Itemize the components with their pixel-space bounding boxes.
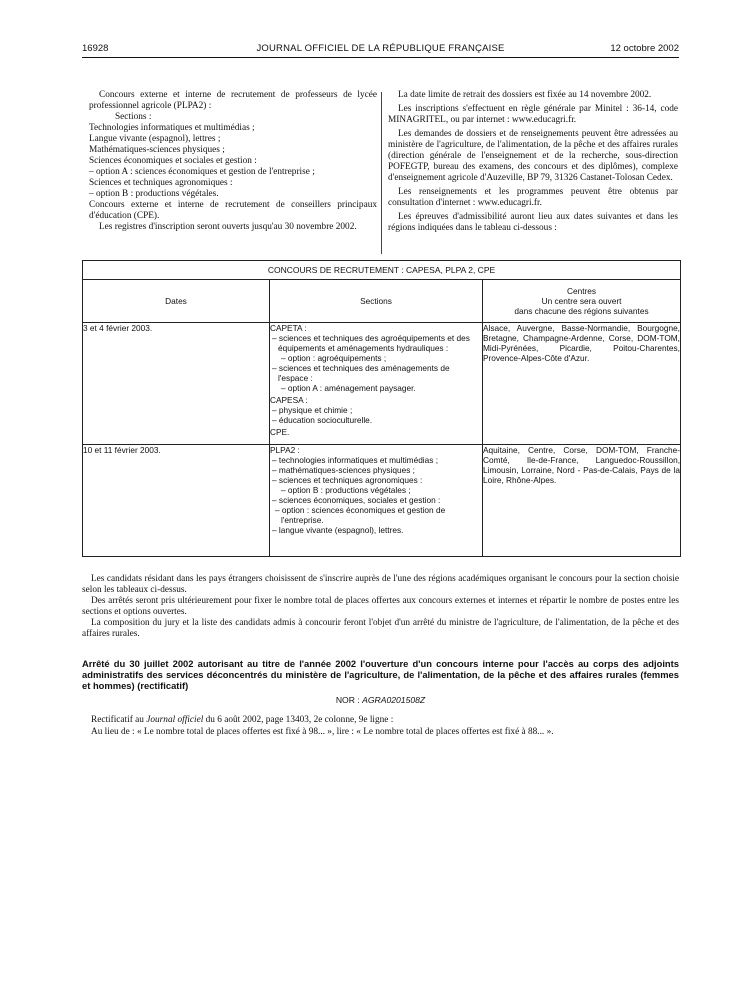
paragraph: – option B : productions végétales.: [89, 189, 219, 199]
section-item: – sciences et techniques agronomiques :: [272, 475, 423, 485]
paragraph: Concours externe et interne de recrutement de conseillers principaux d'éducation (CPE).: [89, 200, 377, 221]
section-item: – sciences économiques, sociales et gestion :: [272, 495, 441, 505]
rectificatif-section: [82, 714, 679, 738]
header-centres-line: Un centre sera ouvert: [541, 296, 622, 306]
row-regions: Aquitaine, Centre, Corse, DOM-TOM, Franche-Comté, Ile-de-France, Languedoc-Roussillon, Limousin, Lorraine, Nord - Pas-de-Calais, Pays de la Loire, Rhône-Alpes.: [483, 445, 681, 557]
section-item: – éducation socioculturelle.: [272, 415, 373, 425]
header-centres-line: Centres: [566, 286, 597, 296]
header-dates: Dates: [83, 280, 270, 323]
note-paragraph: Les candidats résidant dans les pays étrangers choisissent de s'inscrire auprès de l'une des régions académiques organisant le concours pour la section choisie selon les tableaux ci-dessus.: [82, 574, 679, 595]
left-column: [89, 90, 377, 233]
section-option: – option : sciences économiques et gestion de l'entreprise.: [275, 505, 446, 525]
issue-date: 12 octobre 2002: [610, 43, 679, 54]
paragraph: Les registres d'inscription seront ouverts jusqu'au 30 novembre 2002.: [99, 222, 357, 232]
table-row: [83, 323, 681, 445]
journal-title: JOURNAL OFFICIEL DE LA RÉPUBLIQUE FRANÇAISE: [256, 43, 505, 54]
table-caption: CONCOURS DE RECRUTEMENT : CAPESA, PLPA 2, CPE: [83, 261, 681, 280]
arrete-title: Arrêté du 30 juillet 2002 autorisant au titre de l'année 2002 l'ouverture d'un concours interne pour l'accès au corps des adjoints administratifs des services déconcentrés du ministère de l'agriculture, de l'alimentation, de la pêche et des affaires rurales (femmes et hommes) (rectificatif): [82, 658, 679, 691]
section-label: CAPETA :: [270, 323, 307, 333]
section-label: CPE.: [270, 427, 290, 437]
table-row: [83, 445, 681, 557]
rectificatif-prefix: Rectificatif au: [91, 715, 144, 725]
row-regions: Alsace, Auvergne, Basse-Normandie, Bourgogne, Bretagne, Champagne-Ardenne, Corse, DOM-TOM, Midi-Pyrénées, Picardie, Poitou-Charentes, Provence-Alpes-Côte d'Azur.: [483, 323, 681, 445]
header-centres-line: dans chacune des régions suivantes: [514, 306, 649, 316]
section-item: – sciences et techniques des aménagements de l'espace :: [272, 363, 450, 383]
note-paragraph: La composition du jury et la liste des candidats admis à concourir feront l'objet d'un arrêté du ministre de l'agriculture, de l'alimentation, de la pêche et des affaires rurales.: [82, 618, 679, 639]
row-sections: [270, 445, 483, 557]
section-option: – option A : aménagement paysager.: [281, 383, 416, 393]
row-sections: [270, 323, 483, 445]
header-sections: Sections: [270, 280, 483, 323]
journal-name: Journal officiel: [146, 715, 204, 725]
section-item: – langue vivante (espagnol), lettres.: [272, 525, 404, 535]
paragraph: Les demandes de dossiers et de renseignements peuvent être adressées au ministère de l'agriculture, de l'alimentation, de la pêche et des affaires rurales (direction générale de l'enseignement et de la recherche, sous-direction POFEGTP, bureau des examens, des concours et des diplômes), complexe d'enseignement agricole d'Auzeville, BP 79, 31326 Castanet-Tolosan Cedex.: [388, 129, 678, 183]
right-column: [388, 90, 678, 234]
section-option: – option B : productions végétales ;: [281, 485, 411, 495]
paragraph: Les épreuves d'admissibilité auront lieu aux dates suivantes et dans les régions indiquées dans le tableau ci-dessous :: [388, 212, 678, 233]
column-divider: [381, 92, 382, 254]
rectificatif-suffix: du 6 août 2002, page 13403, 2e colonne, 9e ligne :: [205, 715, 394, 725]
row-date: 3 et 4 février 2003.: [83, 323, 270, 445]
paragraph: Technologies informatiques et multimédias ;: [89, 123, 255, 133]
paragraph: Sciences et techniques agronomiques :: [89, 178, 233, 188]
paragraph: – option A : sciences économiques et gestion de l'entreprise ;: [89, 167, 315, 177]
section-item: – physique et chimie ;: [272, 405, 353, 415]
row-date: 10 et 11 février 2003.: [83, 445, 270, 557]
page-header: [82, 40, 679, 56]
paragraph: Langue vivante (espagnol), lettres ;: [89, 134, 221, 144]
section-option: – option : agroéquipements ;: [281, 353, 387, 363]
page-number: 16928: [82, 43, 109, 54]
paragraph: Sections :: [115, 112, 152, 122]
section-item: – technologies informatiques et multimédias ;: [272, 455, 439, 465]
paragraph: Sciences économiques et sociales et gestion :: [89, 156, 257, 166]
nor-label: NOR :: [335, 695, 360, 705]
note-paragraph: Des arrêtés seront pris ultérieurement pour fixer le nombre total de places offertes aux concours externes et internes et répartir le nombre de postes entre les sections et options ouvertes.: [82, 596, 679, 617]
section-label: CAPESA :: [270, 395, 308, 405]
paragraph: Concours externe et interne de recrutement de professeurs de lycée professionnel agricole (PLPA2) :: [89, 90, 377, 111]
recruitment-table: [82, 260, 681, 557]
nor-reference: [82, 695, 679, 705]
section-item: – sciences et techniques des agroéquipements et des équipements et aménagements hydrauliques :: [272, 333, 470, 353]
paragraph: Les renseignements et les programmes peuvent être obtenus par consultation d'internet : www.educagri.fr.: [388, 187, 678, 208]
nor-code: AGRA0201508Z: [362, 695, 426, 705]
paragraph: La date limite de retrait des dossiers est fixée au 14 novembre 2002.: [398, 90, 652, 100]
section-item: – mathématiques-sciences physiques ;: [272, 465, 415, 475]
header-rule: [82, 57, 679, 58]
paragraph: Les inscriptions s'effectuent en règle générale par Minitel : 36-14, code MINAGRITEL, ou par internet : www.educagri.fr.: [388, 104, 678, 125]
paragraph: Mathématiques-sciences physiques ;: [89, 145, 225, 155]
section-label: PLPA2 :: [270, 445, 300, 455]
header-centres: [483, 280, 681, 323]
correction-line: Au lieu de : « Le nombre total de places offertes est fixé à 98... », lire : « Le nombre total de places offertes est fixé à 88... ».: [91, 727, 554, 737]
rectificatif-line: [82, 714, 679, 726]
notes-section: [82, 574, 679, 640]
